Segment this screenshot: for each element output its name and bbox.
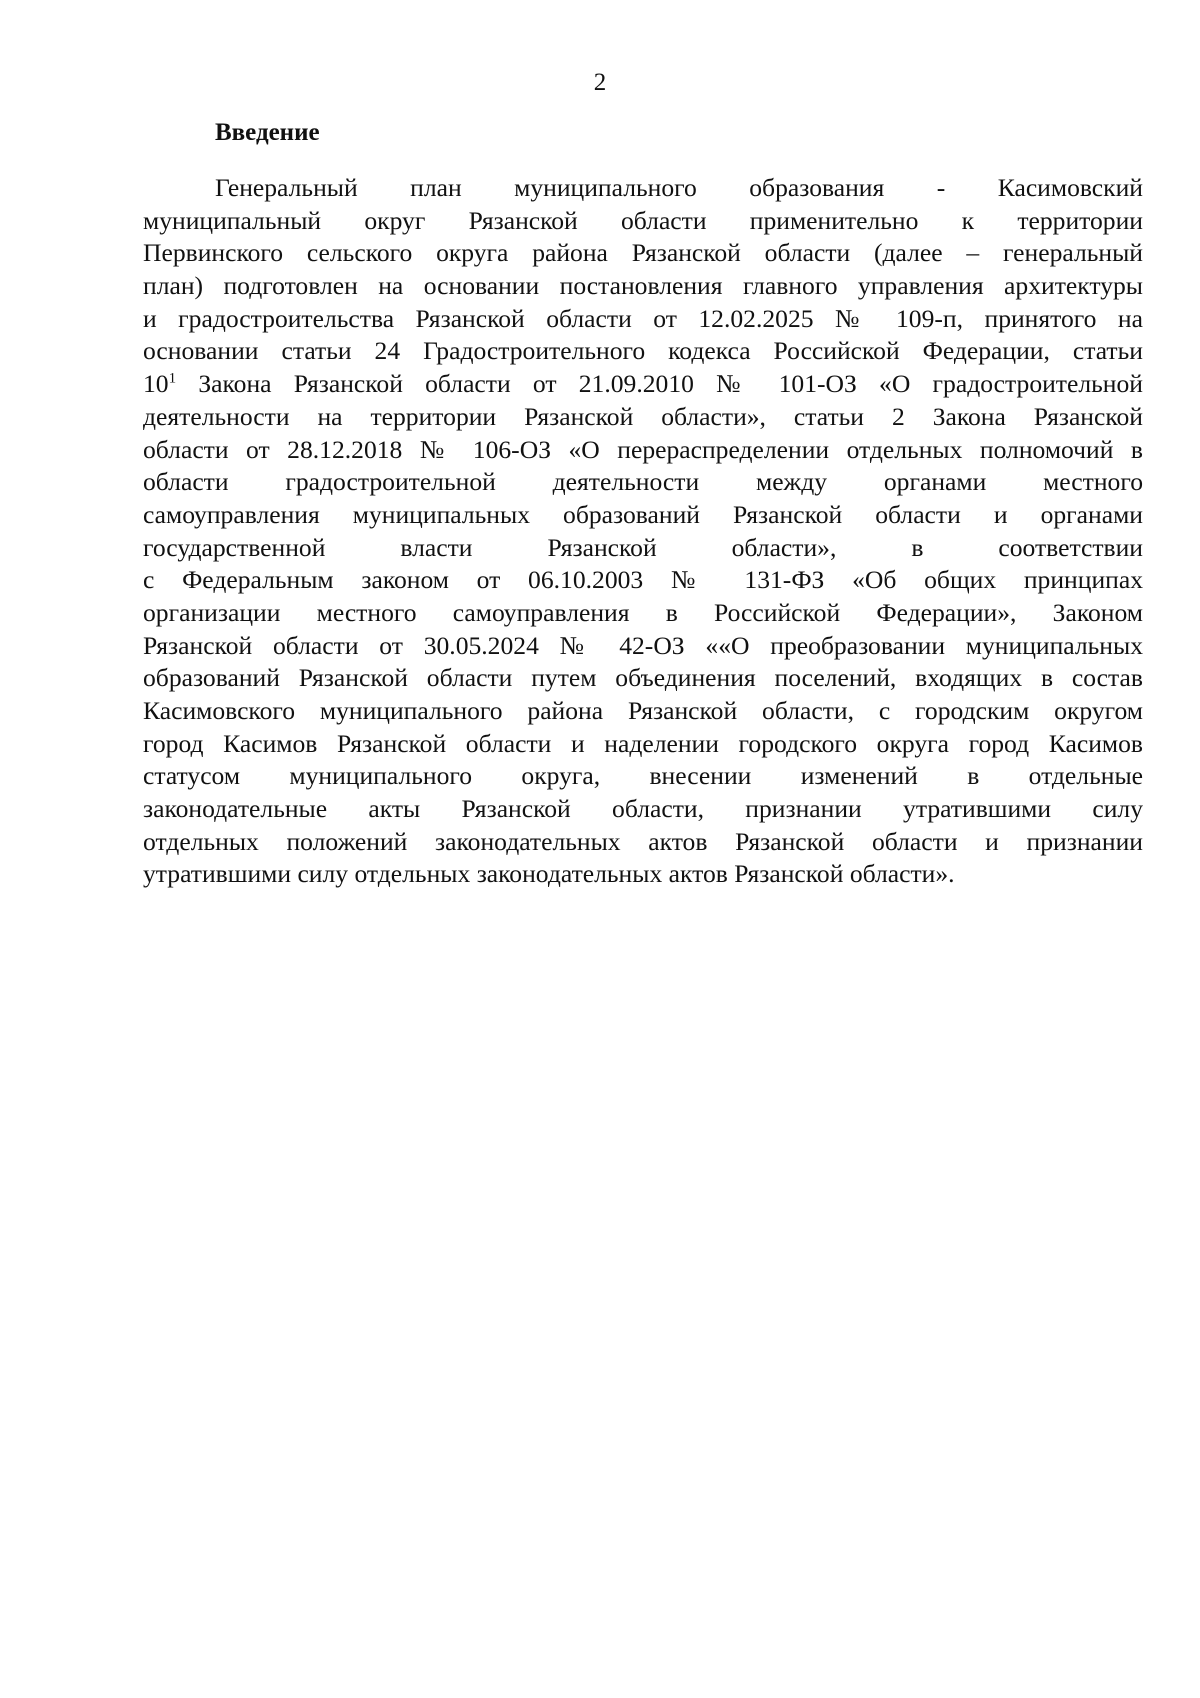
paragraph-line: утратившими силу отдельных законодательных актов Рязанской области». bbox=[143, 859, 955, 889]
introduction-paragraph bbox=[143, 172, 1143, 891]
article-number: 10 bbox=[143, 369, 169, 399]
paragraph-line: государственной власти Рязанской области», в соответствии bbox=[143, 532, 1143, 562]
article-line-text: Закона Рязанской области от 21.09.2010 № 101-ОЗ «О градостроительной bbox=[198, 369, 1143, 399]
paragraph-line: законодательные акты Рязанской области, признании утратившими силу bbox=[143, 794, 1143, 824]
paragraph-line: город Касимов Рязанской области и наделении городского округа город Касимов bbox=[143, 728, 1143, 758]
paragraph-line: организации местного самоуправления в Российской Федерации», Законом bbox=[143, 597, 1143, 627]
paragraph-line: с Федеральным законом от 06.10.2003 № 131-ФЗ «Об общих принципах bbox=[143, 565, 1143, 595]
paragraph-line: основании статьи 24 Градостроительного кодекса Российской Федерации, статьи bbox=[143, 336, 1143, 366]
paragraph-line: муниципальный округ Рязанской области применительно к территории bbox=[143, 205, 1143, 235]
paragraph-line: области от 28.12.2018 № 106-ОЗ «О перераспределении отдельных полномочий в bbox=[143, 434, 1143, 464]
page-number: 2 bbox=[593, 69, 607, 96]
paragraph-line: Первинского сельского округа района Рязанской области (далее – генеральный bbox=[143, 238, 1143, 268]
paragraph-line: самоуправления муниципальных образований Рязанской области и органами bbox=[143, 499, 1143, 529]
paragraph-line: отдельных положений законодательных актов Рязанской области и признании bbox=[143, 826, 1143, 856]
section-heading: Введение bbox=[215, 119, 320, 146]
paragraph-line: Рязанской области от 30.05.2024 № 42-ОЗ ««О преобразовании муниципальных bbox=[143, 630, 1143, 660]
paragraph-line: статусом муниципального округа, внесении изменений в отдельные bbox=[143, 761, 1143, 791]
paragraph-line: области градостроительной деятельности между органами местного bbox=[143, 467, 1143, 497]
paragraph-line: образований Рязанской области путем объединения поселений, входящих в состав bbox=[143, 663, 1143, 693]
paragraph-line: план) подготовлен на основании постановления главного управления архитектуры bbox=[143, 271, 1143, 301]
paragraph-line: и градостроительства Рязанской области от 12.02.2025 № 109-п, принятого на bbox=[143, 303, 1143, 333]
paragraph-line: Генеральный план муниципального образования - Касимовский bbox=[215, 173, 1143, 202]
paragraph-line: деятельности на территории Рязанской области», статьи 2 Закона Рязанской bbox=[143, 401, 1143, 431]
paragraph-line-article bbox=[143, 368, 1143, 401]
paragraph-line: Касимовского муниципального района Рязанской области, с городским округом bbox=[143, 696, 1143, 725]
article-superscript: 1 bbox=[168, 370, 177, 387]
